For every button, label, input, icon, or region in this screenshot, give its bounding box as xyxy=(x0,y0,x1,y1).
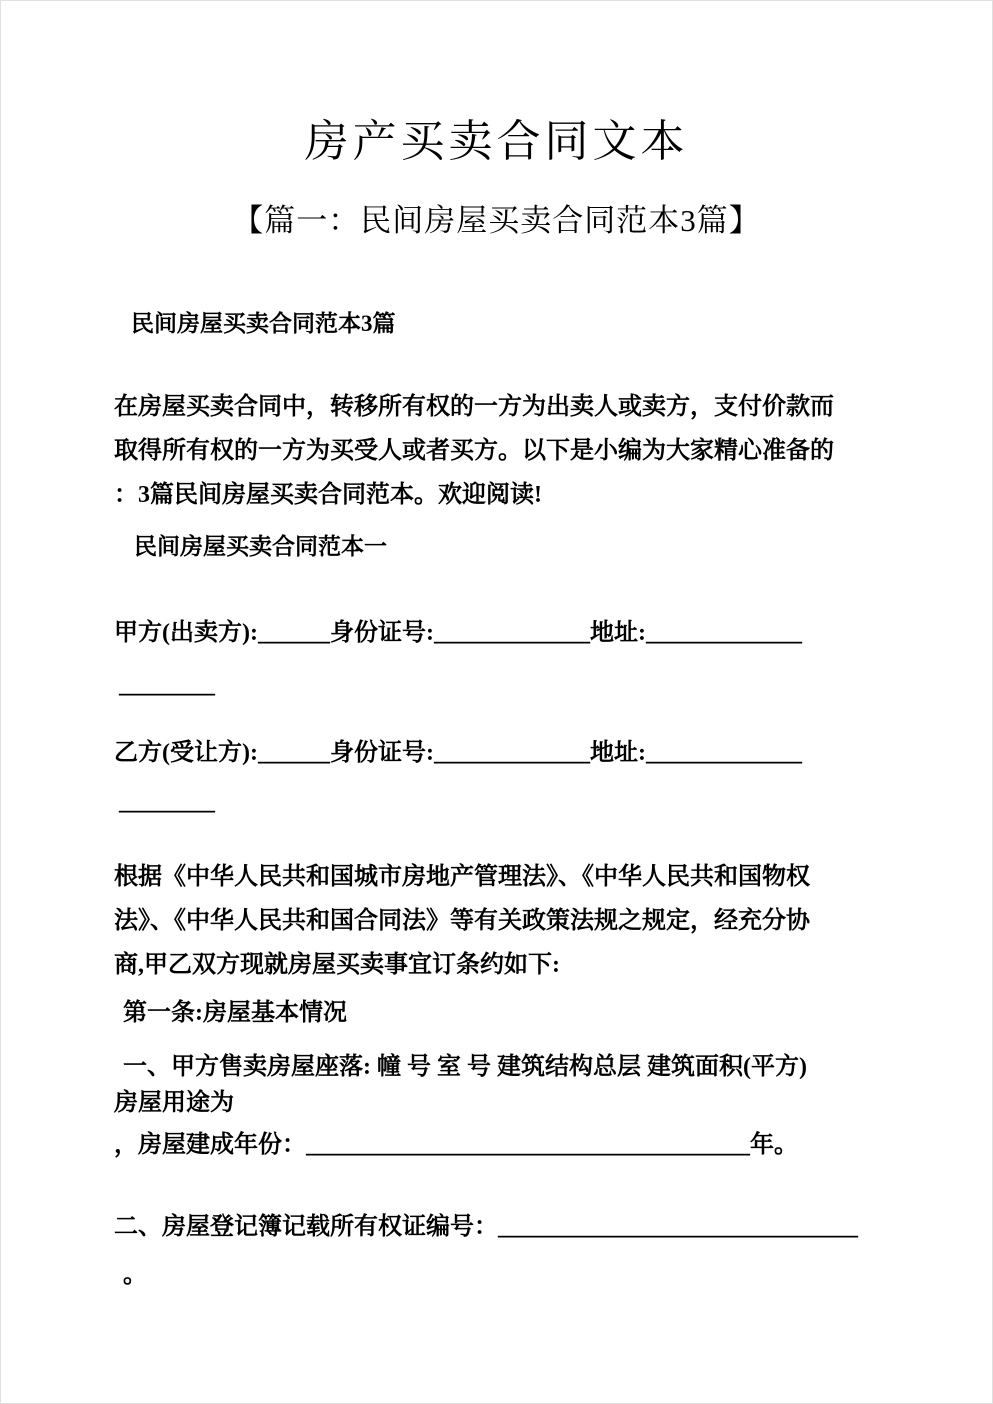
legal-basis-line-2: 法》、《中华人民共和国合同法》等有关政策法规之规定，经充分协 xyxy=(114,908,810,934)
party-b-blank-continuation: ________ xyxy=(119,789,215,815)
clause1-item2-trailing-period: 。 xyxy=(123,1262,147,1288)
clause1-item1-line-1: 一、甲方售卖房屋座落: 幢 号 室 号 建筑结构总层 建筑面积(平方) xyxy=(123,1054,807,1080)
legal-basis-paragraph xyxy=(114,855,904,987)
legal-basis-line-1: 根据《中华人民共和国城市房地产管理法》、《中华人民共和国物权 xyxy=(114,864,810,890)
party-b-line: 乙方(受让方):______身份证号:_____________地址:_____________ xyxy=(114,740,802,766)
document-subtitle: 【篇一：民间房屋买卖合同范本3篇】 xyxy=(232,203,761,238)
party-a-blank-continuation: ________ xyxy=(119,672,215,698)
sample-one-heading: 民间房屋买卖合同范本一 xyxy=(134,534,387,559)
clause1-item2-certificate-blank-line: 二、房屋登记簿记载所有权证编号：______________________________ xyxy=(114,1214,858,1240)
clause1-item1-year-blank-line: ，房屋建成年份：_____________________________________年。 xyxy=(114,1132,798,1158)
document-title: 房产买卖合同文本 xyxy=(304,117,689,166)
party-a-line: 甲方(出卖方):______身份证号:_____________地址:_____________ xyxy=(114,620,802,646)
legal-basis-line-3: 商,甲乙双方现就房屋买卖事宜订条约如下: xyxy=(114,952,560,978)
clause1-heading: 第一条:房屋基本情况 xyxy=(123,1000,347,1026)
intro-paragraph xyxy=(114,385,904,517)
intro-paragraph-line-1: 在房屋买卖合同中，转移所有权的一方为出卖人或卖方，支付价款而 xyxy=(114,394,834,420)
intro-paragraph-line-3: ：3篇民间房屋买卖合同范本。欢迎阅读! xyxy=(114,482,542,508)
intro-paragraph-line-2: 取得所有权的一方为买受人或者买方。以下是小编为大家精心准备的 xyxy=(114,438,834,464)
intro-heading: 民间房屋买卖合同范本3篇 xyxy=(131,311,396,336)
clause1-item1-line-2: 房屋用途为 xyxy=(114,1090,234,1116)
